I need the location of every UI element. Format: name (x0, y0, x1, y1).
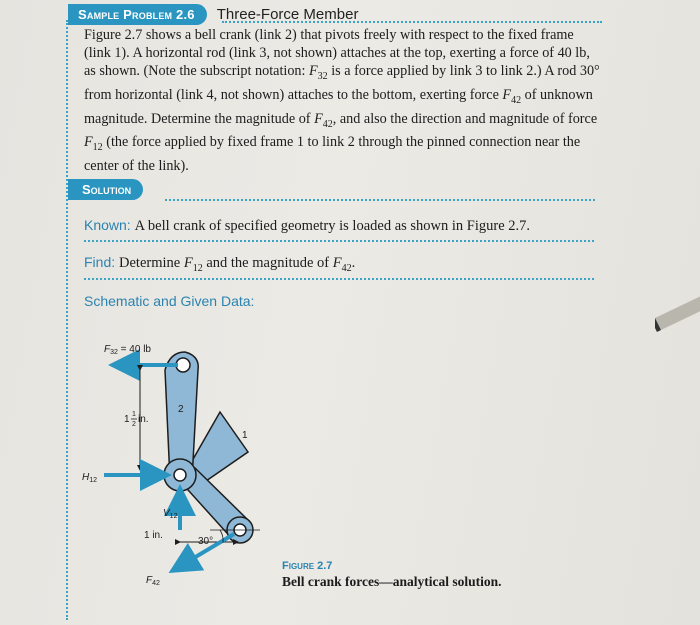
force-subscript: 12 (92, 142, 103, 154)
vertical-dim-fraction-den: 2 (132, 421, 136, 428)
find-heading: Find: (84, 254, 116, 270)
force-symbol: F (502, 86, 512, 103)
known-divider (84, 240, 594, 242)
link1-label: 1 (242, 430, 248, 441)
known-section (84, 217, 530, 235)
figure-number: Figure 2.7 (282, 560, 333, 572)
problem-text-5: (the force applied by fixed frame 1 to link 2 through the pinned connection near the center of the link). (84, 134, 581, 175)
force-subscript: 32 (317, 70, 328, 82)
force-symbol: F (183, 255, 193, 271)
find-divider (84, 278, 594, 280)
header-divider (222, 21, 602, 23)
sample-problem-label: Sample Problem 2.6 (68, 4, 207, 25)
known-heading: Known: (84, 217, 131, 233)
find-text-2: and the magnitude of (202, 255, 333, 271)
problem-text-3: of unknown magnitude. Determine the magnitude of (84, 86, 593, 127)
vertical-dimension-label: 1 (124, 414, 130, 425)
horizontal-dimension-label: 1 in. (144, 530, 163, 541)
h12-label: $H_{12}$ (82, 472, 98, 484)
vertical-dimension-unit: in. (138, 414, 149, 425)
figure-title: Bell crank forces—analytical solution. (282, 574, 502, 589)
known-text: A bell crank of specified geometry is loaded as shown in Figure 2.7. (134, 218, 531, 234)
f32-label: $F_{32} = 40$ lb (104, 344, 151, 356)
force-subscript: 12 (192, 262, 203, 274)
force-symbol: F (332, 255, 342, 271)
schematic-heading: Schematic and Given Data: (84, 293, 255, 309)
pen-object (655, 292, 700, 332)
link2-label: 2 (178, 404, 184, 415)
force-symbol: F (309, 63, 318, 79)
v12-label: $V_{12}$ (163, 508, 178, 520)
force-subscript: 42 (511, 94, 522, 106)
find-text-3: . (351, 255, 356, 271)
force-subscript: 42 (322, 118, 333, 130)
margin-dotted-line (66, 20, 68, 620)
find-text (119, 255, 356, 274)
force-subscript: 42 (341, 262, 352, 274)
problem-text-4: , and also the direction and magnitude of force (332, 110, 598, 127)
find-text-1: Determine (119, 255, 184, 271)
angle-label: 30° (198, 536, 214, 547)
problem-text-2: is a force applied by link 3 to link 2.) A rod 30° from horizontal (link 4, not shown) attaches to the bottom, exerting force (84, 63, 600, 103)
problem-text-1: Figure 2.7 shows a bell crank (link 2) that pivots freely with respect to the fixed frame (link 1). A horizontal rod (link 3, not shown) attaches at the top, exerting a force of 40 lb, as shown. (Note the subscript notation: (84, 27, 590, 79)
f42-label: $F_{42}$ (146, 575, 160, 587)
force-symbol: F (314, 110, 323, 127)
find-section (84, 254, 355, 274)
figure-caption (282, 560, 502, 590)
solution-divider (165, 199, 595, 201)
problem-statement (84, 26, 604, 175)
bell-crank-figure (70, 330, 290, 600)
solution-label: Solution (68, 179, 143, 200)
problem-title: Three-Force Member (216, 5, 359, 23)
vertical-dim-fraction-num: 1 (132, 411, 136, 418)
force-symbol: F (84, 134, 93, 151)
